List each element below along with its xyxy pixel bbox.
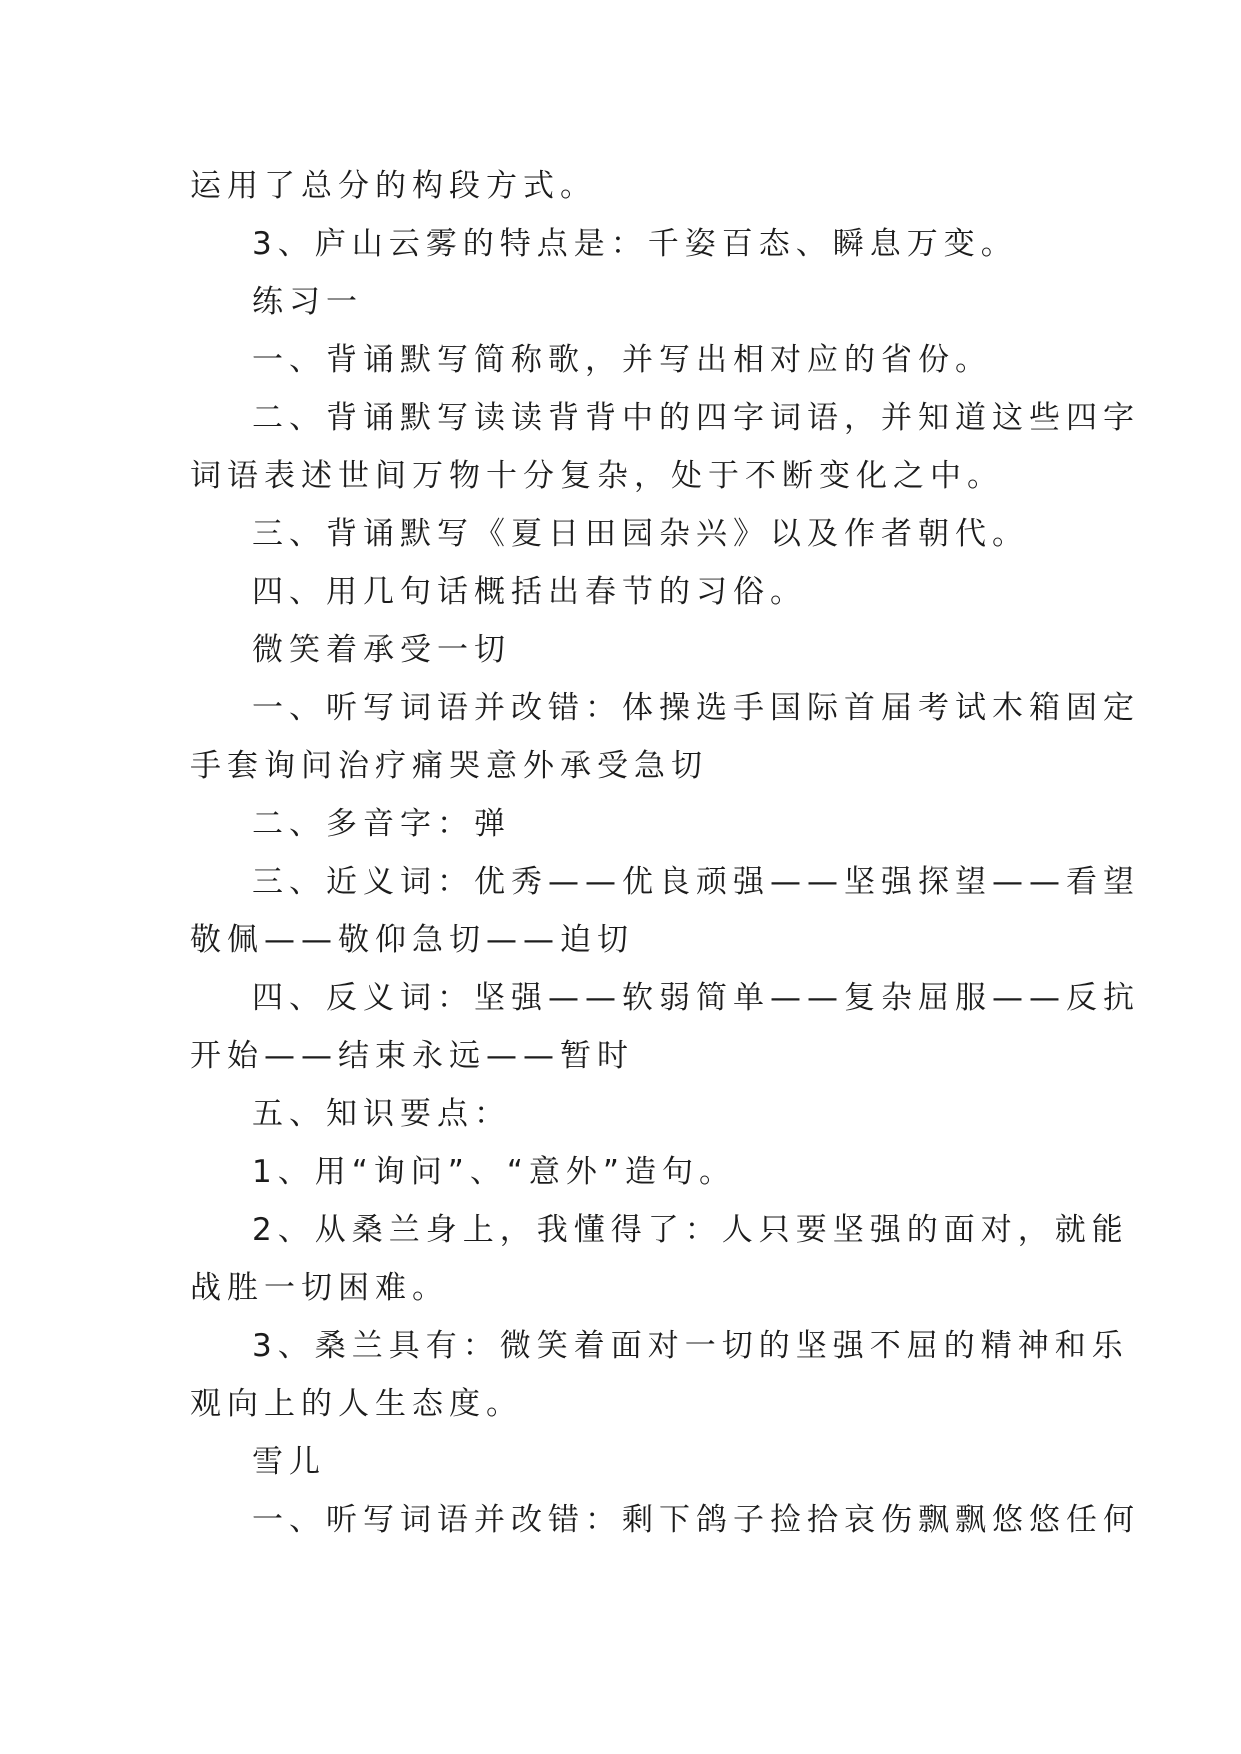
text-line: 四、用几句话概括出春节的习俗。 [252, 574, 807, 610]
text-line: 词语表述世间万物十分复杂，处于不断变化之中。 [190, 458, 1004, 494]
document-page [190, 157, 1140, 1549]
text-line: 手套询问治疗痛哭意外承受急切 [190, 748, 708, 784]
text-line: 2、从桑兰身上，我懂得了：人只要坚强的面对，就能 [252, 1212, 1129, 1248]
text-line: 五、知识要点： [252, 1096, 511, 1132]
text-line: 1、用“询问”、“意外”造句。 [252, 1154, 736, 1190]
text-line: 运用了总分的构段方式。 [190, 168, 597, 204]
section-heading: 雪儿 [252, 1444, 326, 1480]
text-line: 敬佩——敬仰急切——迫切 [190, 922, 634, 958]
text-line: 开始——结束永远——暂时 [190, 1038, 634, 1074]
text-line: 一、听写词语并改错：体操选手国际首届考试木箱固定 [252, 690, 1140, 726]
section-heading: 练习一 [252, 284, 363, 320]
text-line: 3、庐山云雾的特点是：千姿百态、瞬息万变。 [252, 226, 1018, 262]
text-line: 二、多音字：弹 [252, 806, 511, 842]
text-line: 3、桑兰具有：微笑着面对一切的坚强不屈的精神和乐 [252, 1328, 1129, 1364]
section-heading: 微笑着承受一切 [252, 632, 511, 668]
text-line: 一、听写词语并改错：剩下鸽子捡拾哀伤飘飘悠悠任何 [252, 1502, 1140, 1538]
text-line: 观向上的人生态度。 [190, 1386, 523, 1422]
text-line: 四、反义词：坚强——软弱简单——复杂屈服——反抗 [252, 980, 1140, 1016]
text-line: 三、近义词：优秀——优良顽强——坚强探望——看望 [252, 864, 1140, 900]
text-line: 二、背诵默写读读背背中的四字词语，并知道这些四字 [252, 400, 1140, 436]
text-line: 一、背诵默写简称歌，并写出相对应的省份。 [252, 342, 992, 378]
text-line: 三、背诵默写《夏日田园杂兴》以及作者朝代。 [252, 516, 1029, 552]
text-line: 战胜一切困难。 [190, 1270, 449, 1306]
